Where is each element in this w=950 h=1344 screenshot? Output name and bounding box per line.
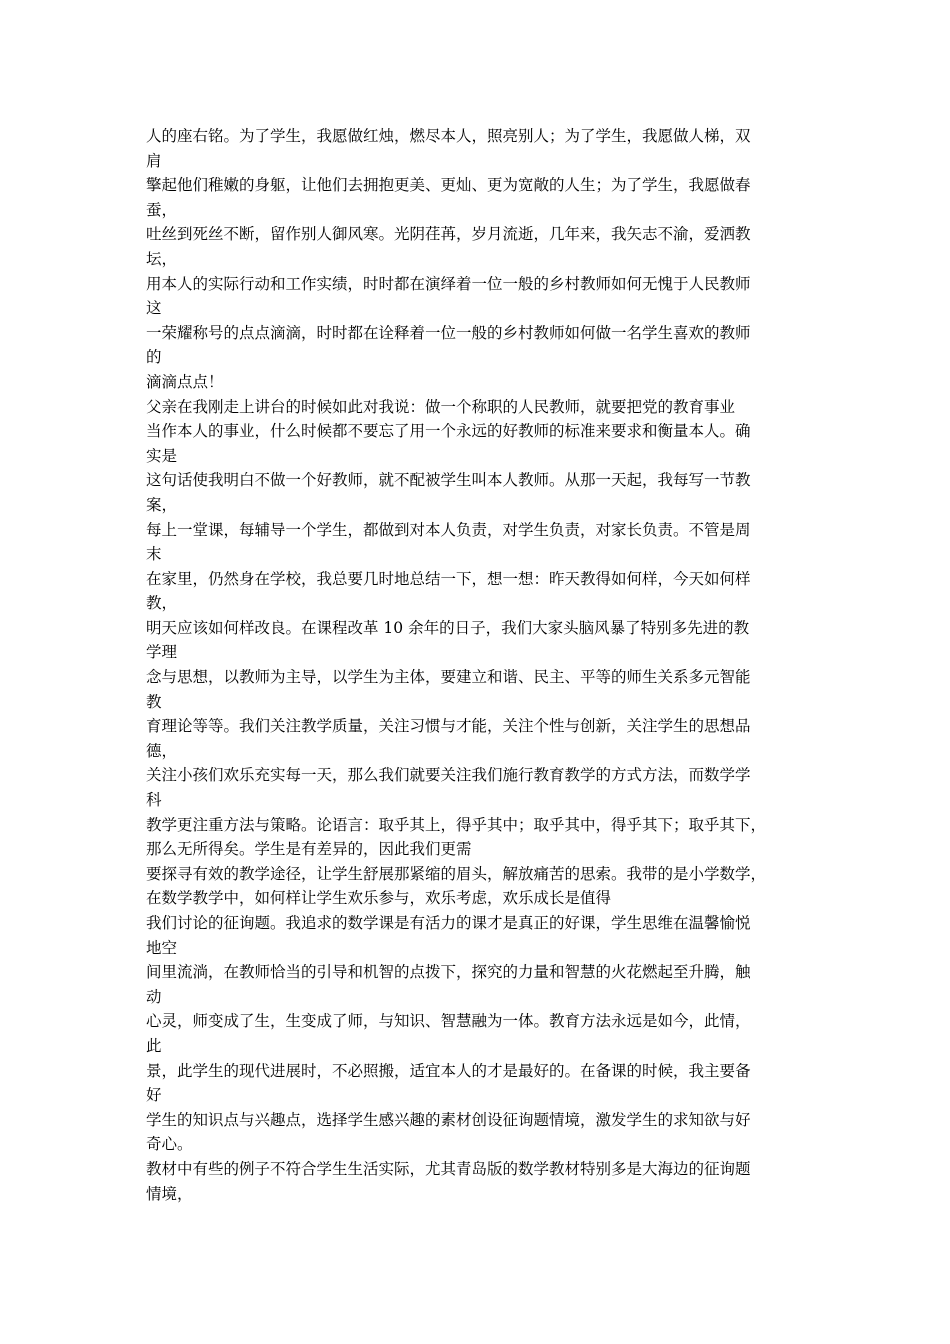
- text-line: 关注小孩们欢乐充实每一天，那么我们就要关注我们施行教育教学的方式方法，而数学学: [146, 766, 751, 785]
- text-line: 教，: [146, 594, 178, 613]
- text-line: 情境，: [146, 1184, 193, 1203]
- text-line: 间里流淌，在教师恰当的引导和机智的点拨下，探究的力量和智慧的火花燃起至升腾，触: [146, 963, 751, 982]
- text-line: 实是: [146, 446, 178, 465]
- text-line: 心灵，师变成了生，生变成了师，与知识、智慧融为一体。教育方法永远是如今，此情，: [146, 1012, 751, 1031]
- text-line: 明天应该如何样改良。在课程改革 10 余年的日子，我们大家头脑风暴了特别多先进的教: [146, 618, 750, 637]
- text-line: 动: [146, 987, 162, 1006]
- text-line: 父亲在我刚走上讲台的时候如此对我说：做一个称职的人民教师，就要把党的教育事业: [146, 397, 736, 416]
- text-line: 吐丝到死丝不断，留作别人御风寒。光阴荏苒，岁月流逝，几年来，我矢志不渝，爱洒教: [146, 225, 751, 244]
- text-line: 这: [146, 299, 162, 318]
- text-line: 教材中有些的例子不符合学生生活实际，尤其青岛版的数学教材特别多是大海边的征询题: [146, 1159, 751, 1178]
- text-line: 德，: [146, 741, 178, 760]
- text-line: 学理: [146, 643, 178, 662]
- text-line: 教学更注重方法与策略。论语言：取乎其上，得乎其中；取乎其中，得乎其下；取乎其下，: [146, 815, 767, 834]
- text-line: 的: [146, 348, 162, 367]
- text-line: 蚕，: [146, 200, 178, 219]
- text-line: 景，此学生的现代进展时，不必照搬，适宜本人的才是最好的。在备课的时候，我主要备: [146, 1061, 751, 1080]
- text-line: 我们讨论的征询题。我追求的数学课是有活力的课才是真正的好课，学生思维在温馨愉悦: [146, 914, 751, 932]
- text-line: 用本人的实际行动和工作实绩，时时都在演绎着一位一般的乡村教师如何无愧于人民教师: [146, 274, 751, 293]
- text-line: 念与思想，以教师为主导，以学生为主体，要建立和谐、民主、平等的师生关系多元智能: [146, 668, 751, 687]
- text-line: 在数学教学中，如何样让学生欢乐参与，欢乐考虑，欢乐成长是值得: [146, 889, 612, 908]
- document-body: [146, 124, 814, 1206]
- text-line: 人的座右铭。为了学生，我愿做红烛，燃尽本人，照亮别人；为了学生，我愿做人梯，双: [146, 127, 751, 145]
- text-line: 那么无所得矣。学生是有差异的，因此我们更需: [146, 840, 472, 859]
- text-line: 好: [146, 1086, 162, 1105]
- text-line: 末: [146, 545, 162, 564]
- text-line: 奇心。: [146, 1135, 193, 1154]
- text-line: 教: [146, 692, 162, 711]
- text-line: 擎起他们稚嫩的身躯，让他们去拥抱更美、更灿、更为宽敞的人生；为了学生，我愿做春: [146, 176, 751, 195]
- text-line: 要探寻有效的教学途径，让学生舒展那紧缩的眉头，解放痛苦的思索。我带的是小学数学，: [146, 864, 767, 883]
- text-line: 每上一堂课，每辅导一个学生，都做到对本人负责，对学生负责，对家长负责。不管是周: [146, 520, 751, 539]
- text-line: 科: [146, 791, 162, 810]
- text-line: 肩: [146, 151, 162, 170]
- text-line: 此: [146, 1036, 162, 1055]
- text-line: 当作本人的事业，什么时候都不要忘了用一个永远的好教师的标准来要求和衡量本人。确: [146, 422, 751, 441]
- text-line: 一荣耀称号的点点滴滴，时时都在诠释着一位一般的乡村教师如何做一名学生喜欢的教师: [146, 323, 751, 342]
- text-line: 坛，: [146, 249, 178, 268]
- text-line: 学生的知识点与兴趣点，选择学生感兴趣的素材创设征询题情境，激发学生的求知欲与好: [146, 1110, 751, 1129]
- text-line: 案，: [146, 495, 178, 514]
- text-line: 在家里，仍然身在学校，我总要几时地总结一下，想一想：昨天教得如何样，今天如何样: [146, 569, 751, 588]
- text-line: 地空: [146, 938, 178, 957]
- text-line: 育理论等等。我们关注教学质量，关注习惯与才能，关注个性与创新，关注学生的思想品: [146, 717, 751, 736]
- text-line: 滴滴点点！: [146, 372, 224, 391]
- text-line: 这句话使我明白不做一个好教师，就不配被学生叫本人教师。从那一天起，我每写一节教: [146, 471, 751, 490]
